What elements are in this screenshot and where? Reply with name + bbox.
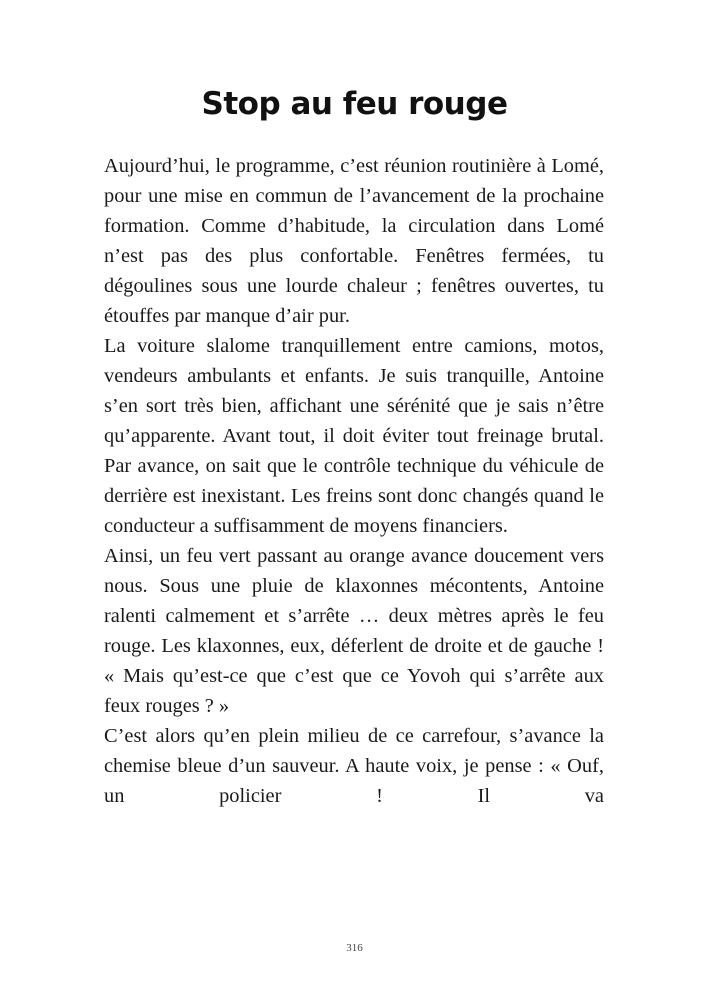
paragraph: Ainsi, un feu vert passant au orange avance doucement vers nous. Sous une pluie de klaxonnes mécontents, Antoine ralenti calmement et s’arrête … deux mètres après le feu rouge. Les klaxonnes, eux, déferlent de droite et de gauche ! « Mais qu’est-ce que c’est que ce Yovoh qui s’arrête aux feux rouges ? » xyxy=(104,545,604,717)
paragraph: Aujourd’hui, le programme, c’est réunion routinière à Lomé, pour une mise en commun de l’avancement de la prochaine formation. Comme d’habitude, la circulation dans Lomé n’est pas des plus confortable. Fenêtres fermées, tu dégoulines sous une lourde chaleur ; fenêtres ouvertes, tu étouffes par manque d’air pur. xyxy=(104,155,604,327)
chapter-body xyxy=(104,151,604,811)
paragraph: La voiture slalome tranquillement entre camions, motos, vendeurs ambulants et enfants. Je suis tranquille, Antoine s’en sort très bien, affichant une sérénité que je sais n’être qu’apparente. Avant tout, il doit éviter tout freinage brutal. Par avance, on sait que le contrôle technique du véhicule de derrière est inexistant. Les freins sont donc changés quand le conducteur a suffisamment de moyens financiers. xyxy=(104,335,604,537)
chapter-title: Stop au feu rouge xyxy=(201,86,508,122)
paragraph: C’est alors qu’en plein milieu de ce carrefour, s’avance la chemise bleue d’un sauveur. A haute voix, je pense : « Ouf, un policier ! Il va xyxy=(104,725,604,807)
page-number: 316 xyxy=(346,942,363,954)
